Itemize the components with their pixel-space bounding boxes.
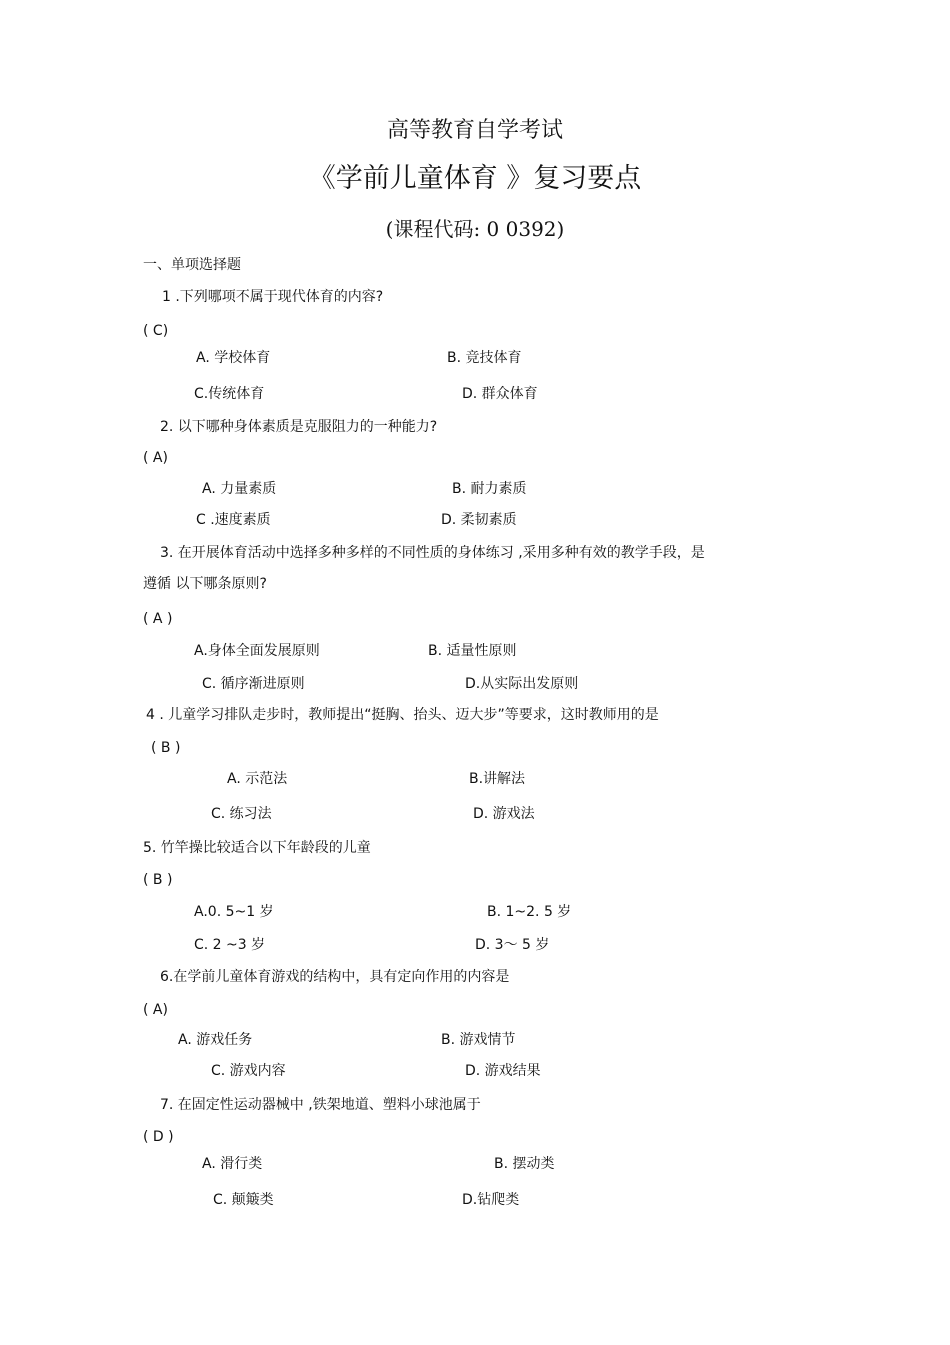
option-b: B. 竞技体育: [447, 350, 522, 366]
option-a: A. 滑行类: [202, 1156, 263, 1172]
question-stem: 1 .下列哪项不属于现代体育的内容?: [162, 289, 384, 305]
question-stem: 7. 在固定性运动器械中 ,铁架地道、塑料小球池属于: [160, 1097, 481, 1113]
course-code: (课程代码: 0 0392): [385, 217, 565, 241]
answer-key: ( D ): [143, 1129, 174, 1145]
option-c: C.传统体育: [194, 386, 265, 402]
answer-key: ( A ): [143, 611, 173, 627]
option-d: D. 群众体育: [462, 386, 538, 402]
section-heading: 一、单项选择题: [143, 257, 241, 273]
question-stem-continued: 遵循 以下哪条原则?: [143, 576, 267, 592]
option-a: A. 示范法: [227, 771, 288, 787]
option-a: A. 力量素质: [202, 481, 277, 497]
document-subtitle: 《学前儿童体育 》复习要点: [308, 163, 642, 194]
option-b: B. 摆动类: [494, 1156, 555, 1172]
answer-key: ( A): [143, 1002, 168, 1018]
question-stem: 6.在学前儿童体育游戏的结构中，具有定向作用的内容是: [160, 969, 510, 985]
option-a: A. 游戏任务: [178, 1032, 253, 1048]
option-b: B. 耐力素质: [452, 481, 527, 497]
option-a: A.身体全面发展原则: [194, 643, 320, 659]
option-c: C. 颠簸类: [213, 1192, 274, 1208]
option-d: D.钻爬类: [462, 1192, 520, 1208]
option-d: D. 柔韧素质: [441, 512, 517, 528]
answer-key: ( B ): [151, 740, 181, 756]
option-c: C. 2 ~3 岁: [194, 937, 266, 953]
answer-key: ( B ): [143, 872, 173, 888]
option-c: C. 练习法: [211, 806, 272, 822]
option-b: B. 1~2. 5 岁: [487, 904, 572, 920]
option-a: A.0. 5~1 岁: [194, 904, 274, 920]
question-stem: 2. 以下哪种身体素质是克服阻力的一种能力?: [160, 419, 438, 435]
option-b: B. 游戏情节: [441, 1032, 516, 1048]
option-c: C. 循序渐进原则: [202, 676, 305, 692]
question-stem: 3. 在开展体育活动中选择多种多样的不同性质的身体练习 ,采用多种有效的教学手段，是: [160, 545, 705, 561]
question-stem: 5. 竹竿操比较适合以下年龄段的儿童: [143, 840, 371, 856]
exam-title: 高等教育自学考试: [386, 118, 563, 143]
option-d: D.从实际出发原则: [465, 676, 579, 692]
option-c: C .速度素质: [196, 512, 271, 528]
option-d: D. 游戏结果: [465, 1063, 541, 1079]
option-d: D. 游戏法: [473, 806, 535, 822]
option-d: D. 3～ 5 岁: [475, 937, 550, 953]
option-b: B. 适量性原则: [428, 643, 517, 659]
option-c: C. 游戏内容: [211, 1063, 286, 1079]
option-a: A. 学校体育: [196, 350, 271, 366]
answer-key: ( C): [143, 323, 169, 339]
question-stem: 4 . 儿童学习排队走步时，教师提出“挺胸、抬头、迈大步”等要求，这时教师用的是: [146, 707, 659, 723]
option-b: B.讲解法: [469, 771, 526, 787]
answer-key: ( A): [143, 450, 168, 466]
